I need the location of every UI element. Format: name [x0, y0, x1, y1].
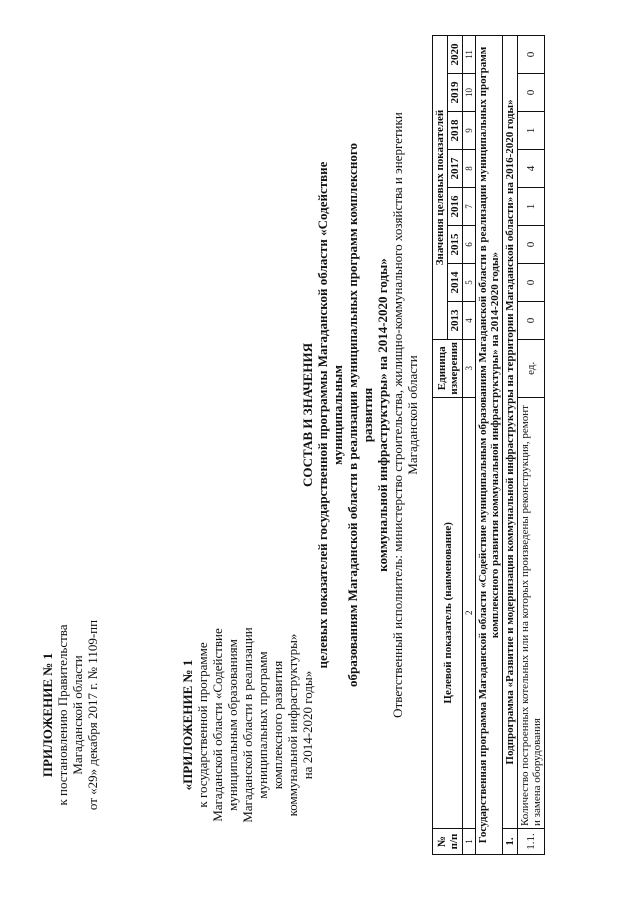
col-index: 7 [463, 188, 476, 226]
row-value: 0 [518, 74, 545, 112]
subprogram-number: 1. [503, 829, 518, 855]
row-value: 4 [518, 150, 545, 188]
subprogram-row: Подпрограмма «Развитие и модернизация коммунальной инфраструктуры на территории Магаданской области» на 2016-2020 годы» [503, 36, 518, 829]
program-ref-line: к государственной программе [195, 642, 210, 808]
col-unit-header: Единица измерения [433, 340, 463, 398]
responsible-line-2: Магаданской области [405, 355, 420, 475]
year-header: 2014 [448, 264, 463, 302]
program-ref-line: Магаданской области в реализации [240, 627, 255, 823]
row-value: 1 [518, 112, 545, 150]
row-unit: ед. [518, 340, 545, 398]
appendix-line-3: от «29» декабря 2017 г. № 1109-пп [85, 619, 100, 811]
year-header: 2013 [448, 302, 463, 340]
program-ref-line: муниципальным образованиям [225, 639, 240, 811]
title-line: целевых показателей государственной программы Магаданской области «Содействие муниципальным [315, 161, 345, 669]
year-header: 2020 [448, 36, 463, 74]
col-index: 10 [463, 74, 476, 112]
row-value: 0 [518, 302, 545, 340]
year-header: 2017 [448, 150, 463, 188]
col-index: 6 [463, 226, 476, 264]
col-number-header: № п/п [433, 829, 463, 855]
col-index: 4 [463, 302, 476, 340]
appendix-line-1: к постановлению Правительства [55, 624, 70, 806]
program-ref-line: Магаданской области «Содействие [210, 628, 225, 822]
program-ref-line: комплексного развития [270, 660, 285, 790]
appendix-line-2: Магаданской области [70, 655, 85, 775]
year-header: 2019 [448, 74, 463, 112]
row-indicator-name: Количество построенных котельных или на которых произведены реконструкция, ремонт и замена оборудования [518, 397, 545, 828]
responsible-executor [390, 65, 420, 765]
col-index: 3 [463, 340, 476, 398]
title-heading: СОСТАВ И ЗНАЧЕНИЯ [300, 343, 315, 487]
col-index: 9 [463, 112, 476, 150]
year-header: 2016 [448, 188, 463, 226]
row-value: 0 [518, 226, 545, 264]
appendix-title: ПРИЛОЖЕНИЕ № 1 [40, 652, 55, 778]
program-reference [180, 585, 315, 865]
row-value: 0 [518, 36, 545, 74]
col-index: 5 [463, 264, 476, 302]
col-index: 1 [463, 829, 476, 855]
program-ref-line: на 2014-2020 годы» [300, 670, 315, 780]
col-index: 8 [463, 150, 476, 188]
row-number: 1.1. [518, 829, 545, 855]
table-row [518, 36, 545, 855]
col-values-header: Значения целевых показателей [433, 36, 448, 340]
col-index: 11 [463, 36, 476, 74]
program-ref-line: коммунальной инфраструктуры» [285, 633, 300, 817]
indicators-table [432, 35, 545, 855]
program-row: Государственная программа Магаданской области «Содействие муниципальным образованиям Магаданской области в реализации муниципальных программ комплексного развития коммунальной инфраструктуры» на 2014-2020 годы» [476, 36, 503, 855]
year-header: 2018 [448, 112, 463, 150]
responsible-line-1: Ответственный исполнитель: министерство строительства, жилищно-коммунального хозяйства и энергетики [390, 112, 405, 718]
title-line: образованиям Магаданской области в реализации муниципальных программ комплексного развития [345, 142, 375, 688]
col-index: 2 [463, 397, 476, 828]
col-indicator-header: Целевой показатель (наименование) [433, 397, 463, 828]
row-value: 1 [518, 188, 545, 226]
row-value: 0 [518, 264, 545, 302]
document-title [300, 125, 390, 705]
title-line: коммунальной инфраструктуры» на 2014-2020 годы» [375, 258, 390, 572]
year-header: 2015 [448, 226, 463, 264]
program-appendix-title: «ПРИЛОЖЕНИЕ № 1 [180, 659, 195, 791]
program-ref-line: муниципальных программ [255, 651, 270, 799]
appendix-header [40, 585, 100, 845]
